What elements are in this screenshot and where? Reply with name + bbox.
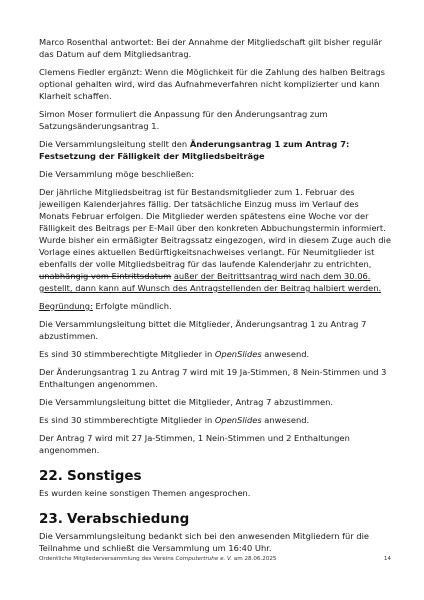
footer-prefix: Ordentliche Mitgliederversammlung des Vereins bbox=[39, 556, 176, 562]
motion-intro-text: Die Versammlungsleitung stellt den bbox=[39, 139, 190, 149]
motion-title: Änderungsantrag 1 zum Antrag 7: Festsetzung der Fälligkeit der Mitgliedsbeiträge bbox=[39, 139, 350, 161]
paragraph-moser: Simon Moser formuliert die Anpassung für den Änderungsantrag zum Satzungsänderungsantrag 1. bbox=[39, 109, 328, 131]
footer-suffix: am 28.06.2025 bbox=[232, 556, 277, 562]
paragraph-resolution-intro: Die Versammlung möge beschließen: bbox=[39, 169, 195, 179]
section-22-text: Es wurden keine sonstigen Themen angesprochen. bbox=[39, 488, 251, 498]
paragraph-justification bbox=[39, 300, 391, 312]
attendance-1-suffix: anwesend. bbox=[261, 349, 310, 359]
section-22-title: Sonstiges bbox=[67, 468, 142, 484]
paragraph-vote-result-2: Der Antrag 7 wird mit 27 Ja-Stimmen, 1 Nein-Stimmen und 2 Enthaltungen angenommen. bbox=[39, 433, 350, 455]
paragraph-motion-intro bbox=[39, 138, 391, 162]
inserted-text: außer der Beitrittsantrag wird nach dem 30.06. gestellt, dann kann auf Wunsch des Antragstellenden der Beitrag halbiert werden. bbox=[39, 271, 382, 293]
paragraph-vote-result-1: Der Änderungsantrag 1 zu Antrag 7 wird mit 19 Ja-Stimmen, 8 Nein-Stimmen und 3 Enthaltungen angenommen. bbox=[39, 367, 387, 389]
section-22-number: 22. bbox=[39, 468, 63, 484]
section-23-text: Die Versammlungsleitung bedankt sich bei den anwesenden Mitgliedern für die Teilnahme und schließt die Versammlung um 16:40 Uhr. bbox=[39, 531, 370, 553]
page-number: 14 bbox=[383, 556, 391, 562]
paragraph-attendance-1 bbox=[39, 348, 391, 360]
motion-text: Der jährliche Mitgliedsbeitrag ist für Bestandsmitglieder zum 1. Februar des jeweiligen Kalenderjahres fällig. Der tatsächliche Einzug muss im Verlauf des Monats Februar erfolgen. Die Mitglieder werden spätestens eine Woche vor der Fälligkeit des Beitrags per E-Mail über den konkreten Abbuchungstermin informiert. Wurde bisher ein ermäßigter Beitragssatz eingezogen, wird in diesem Zuge auch die Vorlage eines aktuellen Bedürftigkeitsnachweises verlangt. Für Neumitglieder ist ebenfalls der volle Mitgliedsbeitrag für das laufende Kalenderjahr zu entrichten, bbox=[39, 187, 391, 269]
paragraph-motion-text bbox=[39, 186, 391, 294]
page-footer bbox=[39, 555, 391, 563]
section-23-title: Verabschiedung bbox=[67, 511, 190, 527]
section-23-number: 23. bbox=[39, 511, 63, 527]
paragraph-rosenthal: Marco Rosenthal antwortet: Bei der Annahme der Mitgliedschaft gilt bisher regulär das Datum auf dem Mitgliedsantrag. bbox=[39, 37, 382, 59]
footer-association: Computertruhe e. V. bbox=[175, 556, 233, 562]
paragraph-attendance-2 bbox=[39, 414, 391, 426]
paragraph-vote-request-2: Die Versammlungsleitung bittet die Mitglieder, Antrag 7 abzustimmen. bbox=[39, 397, 334, 407]
paragraph-fiedler: Clemens Fiedler ergänzt: Wenn die Möglichkeit für die Zahlung des halben Beitrags optional gehalten wird, wird das Aufnahmeverfahren nicht komplizierter und kann Klarheit schaffen. bbox=[39, 67, 385, 101]
attendance-2-suffix: anwesend. bbox=[261, 415, 310, 425]
document-page bbox=[39, 36, 391, 554]
struck-text: unabhängig vom Eintrittsdatum bbox=[39, 271, 172, 281]
paragraph-vote-request-1: Die Versammlungsleitung bittet die Mitglieder, Änderungsantrag 1 zu Antrag 7 abzustimmen. bbox=[39, 319, 367, 341]
attendance-1-tool: OpenSlides bbox=[214, 349, 262, 359]
attendance-2-tool: OpenSlides bbox=[214, 415, 262, 425]
attendance-2-prefix: Es sind 30 stimmberechtigte Mitglieder in bbox=[39, 415, 215, 425]
justification-label: Begründung: bbox=[39, 301, 93, 311]
justification-text: Erfolgte mündlich. bbox=[92, 301, 172, 311]
attendance-1-prefix: Es sind 30 stimmberechtigte Mitglieder in bbox=[39, 349, 215, 359]
section-23-heading bbox=[39, 511, 391, 527]
section-22-heading bbox=[39, 468, 391, 484]
